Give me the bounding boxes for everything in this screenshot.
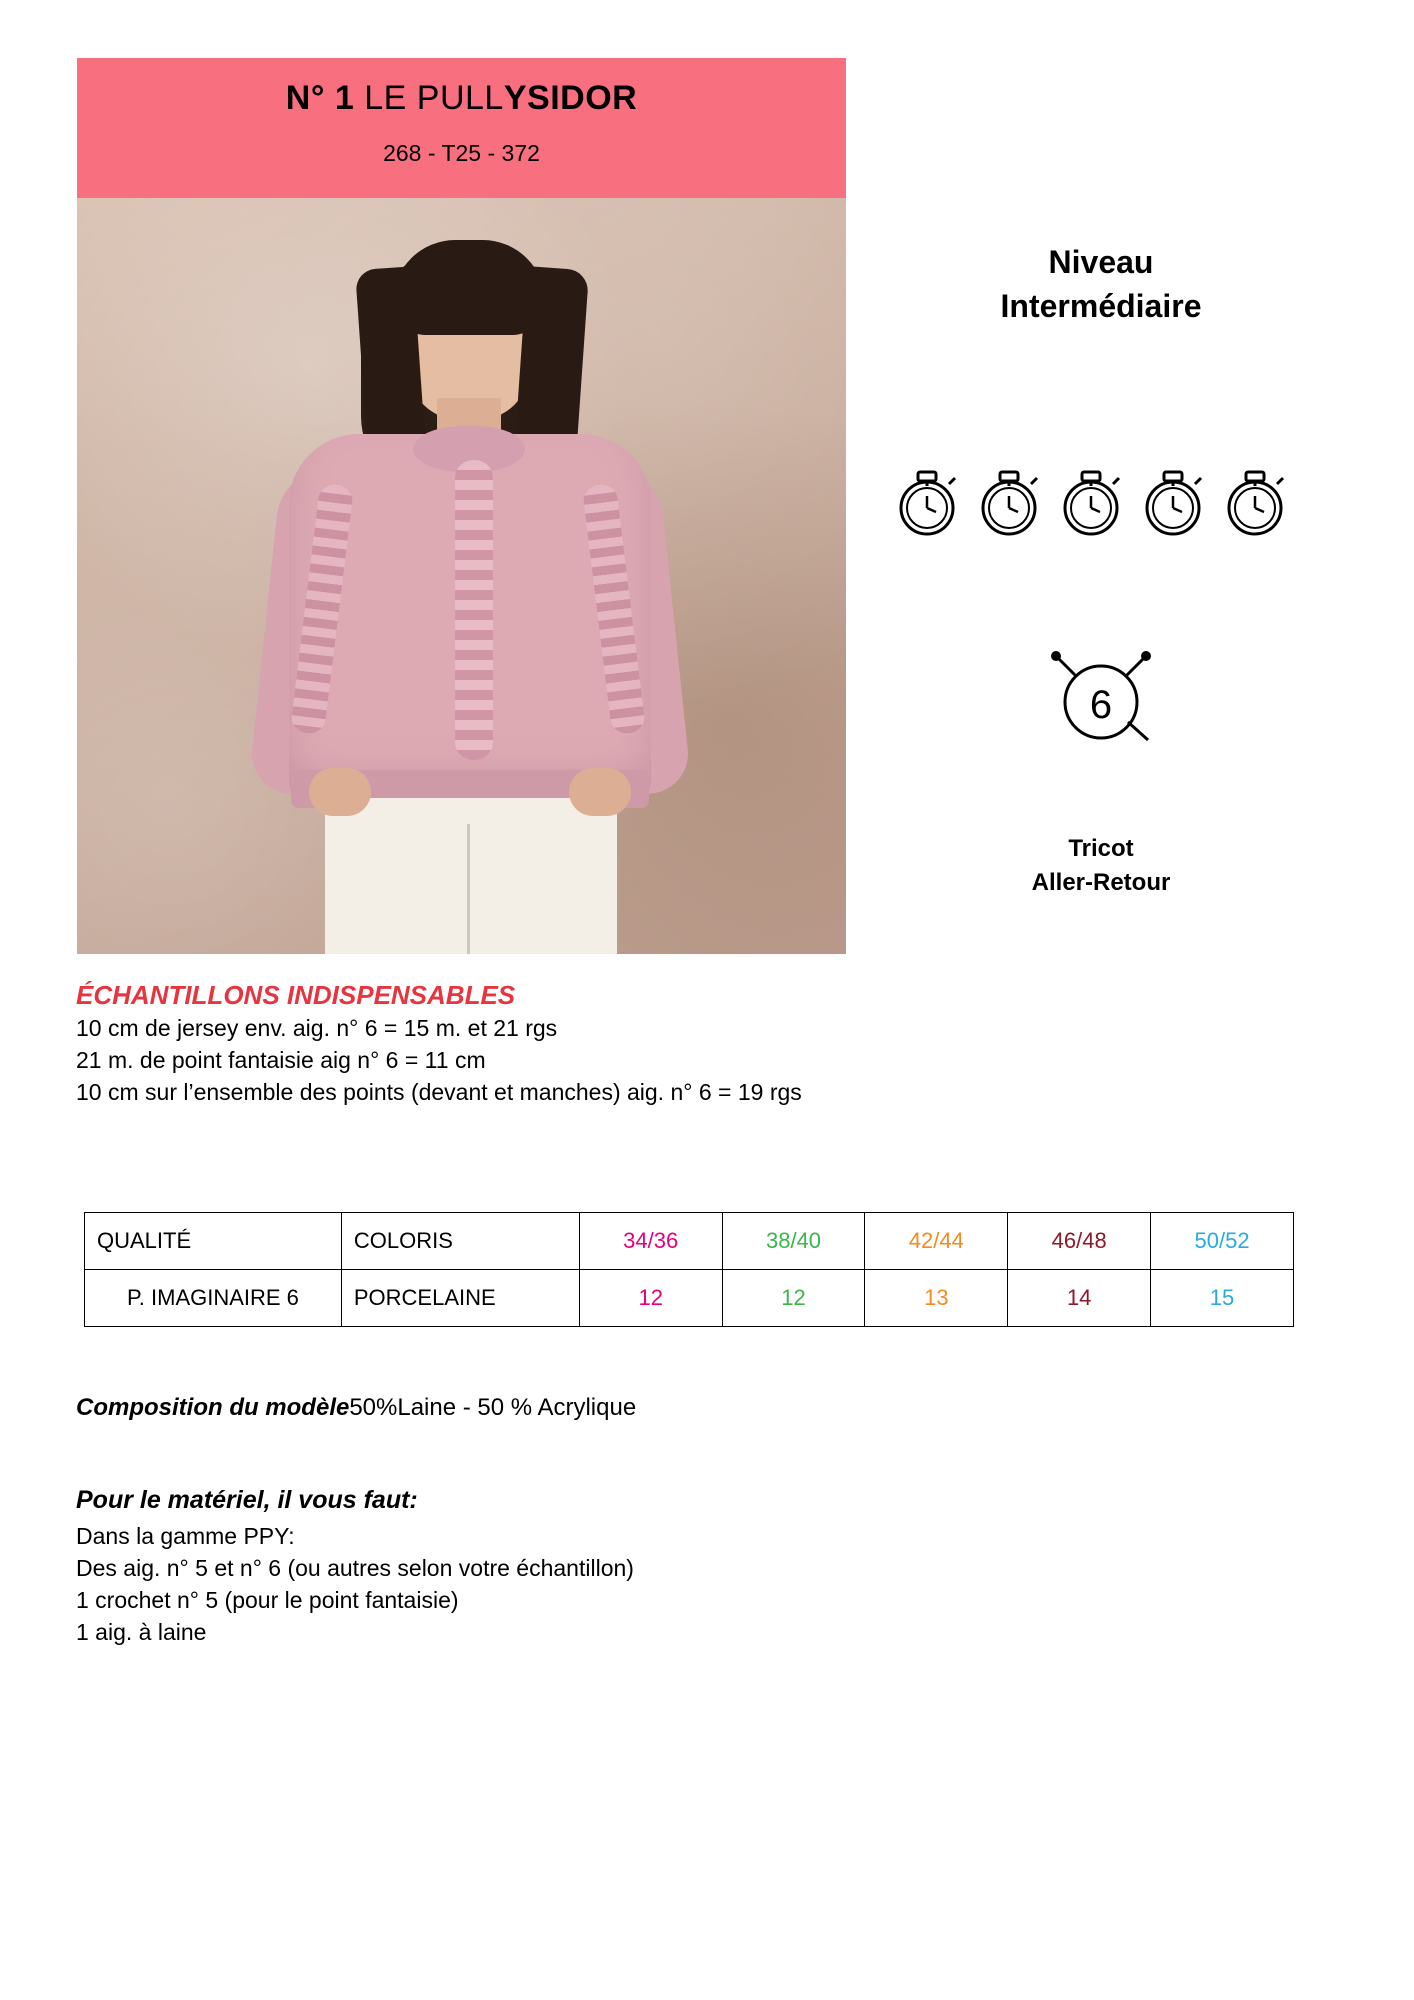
samples-line-2: 21 m. de point fantaisie aig n° 6 = 11 cm [76, 1047, 486, 1073]
stopwatch-icon [1055, 462, 1127, 540]
technique-line2: Aller-Retour [1031, 869, 1171, 896]
photo-figure [77, 198, 846, 954]
cell-qty-34-36: 12 [579, 1270, 722, 1327]
samples-heading: ÉCHANTILLONS INDISPENSABLES [76, 980, 516, 1010]
hand-right-shape [569, 768, 631, 816]
stopwatch-icon [1137, 462, 1209, 540]
technique-line1: Tricot [1068, 835, 1134, 862]
center-cable-pattern [455, 460, 493, 760]
title-banner [77, 58, 846, 198]
material-line-2: Des aig. n° 5 et n° 6 (ou autres selon votre échantillon) [76, 1555, 634, 1581]
samples-section [76, 978, 1356, 1108]
technique-label [866, 832, 1336, 900]
cell-qty-38-40: 12 [722, 1270, 865, 1327]
table-header-quality: QUALITÉ [85, 1213, 342, 1270]
table-header-row [85, 1213, 1294, 1270]
cell-qty-50-52: 15 [1151, 1270, 1294, 1327]
composition-line [76, 1392, 636, 1424]
table-header-size-50-52: 50/52 [1151, 1213, 1294, 1270]
cell-quality: P. IMAGINAIRE 6 [85, 1270, 342, 1327]
samples-line-1: 10 cm de jersey env. aig. n° 6 = 15 m. et 21 rgs [76, 1015, 558, 1041]
table-header-size-42-44: 42/44 [865, 1213, 1008, 1270]
table-header-size-34-36: 34/36 [579, 1213, 722, 1270]
knitting-needles-icon [1036, 630, 1166, 760]
cell-qty-42-44: 13 [865, 1270, 1008, 1327]
table-row [85, 1270, 1294, 1327]
material-line-1: Dans la gamme PPY: [76, 1523, 295, 1549]
table-header-colour: COLORIS [341, 1213, 579, 1270]
table-header-size-38-40: 38/40 [722, 1213, 865, 1270]
yarn-table [84, 1212, 1294, 1327]
material-line-3: 1 crochet n° 5 (pour le point fantaisie) [76, 1587, 459, 1613]
level-label-line2: Intermédiaire [1000, 288, 1202, 324]
trousers-shape [325, 798, 617, 954]
material-line-4: 1 aig. à laine [76, 1619, 207, 1645]
stopwatch-icon [973, 462, 1045, 540]
model-title-regular: LE PULL [364, 79, 504, 117]
material-section [76, 1480, 1356, 1648]
cell-colour: PORCELAINE [341, 1270, 579, 1327]
hand-left-shape [309, 768, 371, 816]
composition-label: Composition du modèle [76, 1394, 350, 1421]
samples-line-3: 10 cm sur l’ensemble des points (devant et manches) aig. n° 6 = 19 rgs [76, 1079, 802, 1105]
needle-size-value: 6 [1089, 683, 1113, 727]
model-title-bold: YSIDOR [503, 79, 638, 117]
stopwatch-icon [1219, 462, 1291, 540]
table-header-size-46-48: 46/48 [1008, 1213, 1151, 1270]
level-block [866, 240, 1336, 328]
material-heading: Pour le matériel, il vous faut: [76, 1486, 418, 1514]
model-number: N° 1 [285, 79, 365, 117]
composition-value: 50%Laine - 50 % Acrylique [349, 1394, 637, 1421]
level-label-line1: Niveau [1048, 244, 1154, 280]
cell-qty-46-48: 14 [1008, 1270, 1151, 1327]
page-title [77, 58, 846, 118]
header-area [0, 0, 1414, 960]
stopwatch-icon [891, 462, 963, 540]
model-reference: 268 - T25 - 372 [383, 140, 540, 166]
difficulty-rating [856, 462, 1326, 540]
model-photo [77, 198, 846, 954]
needle-size-block [866, 630, 1336, 765]
